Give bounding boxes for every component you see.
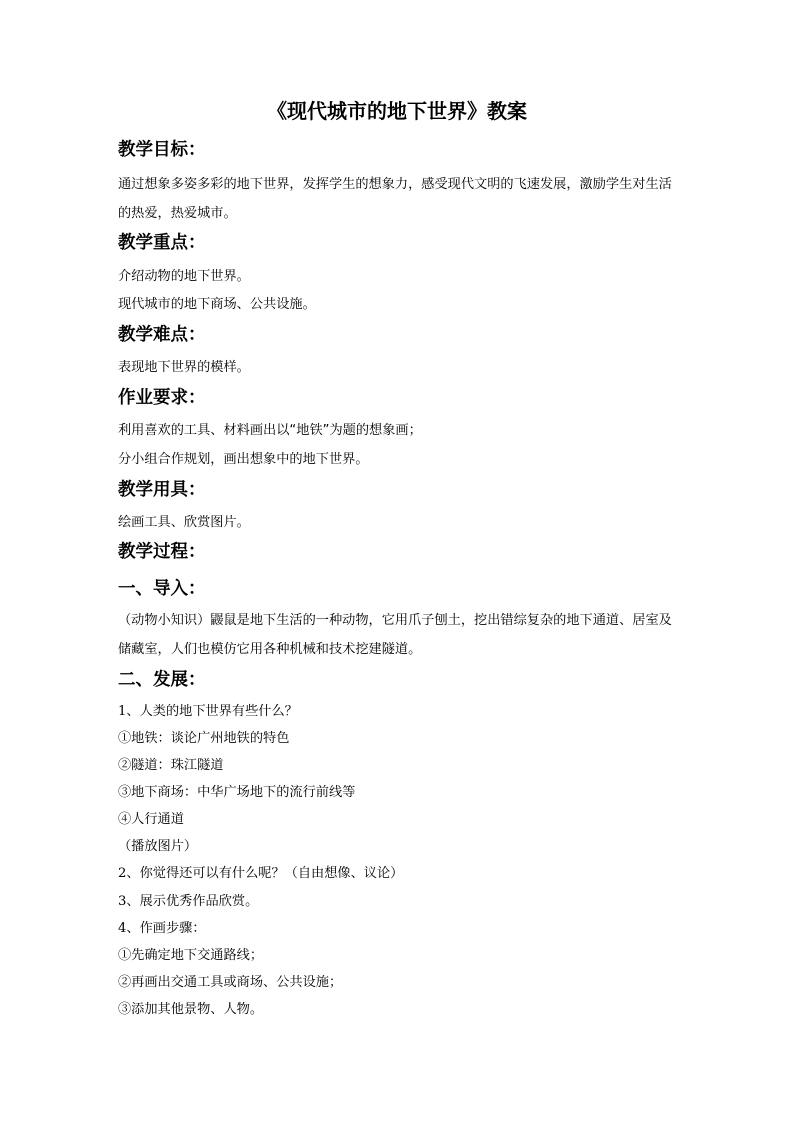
- goal-heading: 教学目标：: [118, 140, 206, 160]
- difficulty-heading: 教学难点：: [118, 325, 206, 345]
- develop-item: 2、你觉得还可以有什么呢？（自由想像、议论）: [118, 866, 404, 881]
- homework-heading: 作业要求：: [118, 388, 206, 408]
- goal-text: 通过想象多姿多彩的地下世界，发挥学生的想象力，感受现代文明的飞速发展，激励学生对生活的热爱，热爱城市。: [118, 177, 672, 221]
- develop-heading: 二、发展：: [118, 670, 206, 690]
- document-title: 《现代城市的地下世界》教案: [267, 99, 527, 123]
- develop-item: ③添加其他景物、人物。: [118, 1002, 264, 1017]
- homework-item: 分小组合作规划，画出想象中的地下世界。: [118, 452, 369, 467]
- develop-item: 3、展示优秀作品欣赏。: [118, 894, 259, 909]
- focus-heading: 教学重点：: [118, 233, 206, 253]
- develop-item: （播放图片）: [118, 839, 198, 854]
- homework-item: 利用喜欢的工具、材料画出以“地铁”为题的想象画；: [118, 423, 422, 438]
- develop-item: ②隧道：珠江隧道: [118, 758, 224, 773]
- difficulty-item: 表现地下世界的模样。: [118, 360, 250, 375]
- develop-item: 4、作画步骤：: [118, 921, 206, 936]
- develop-item: ①先确定地下交通路线；: [118, 948, 264, 963]
- intro-heading: 一、导入：: [118, 579, 206, 599]
- focus-item: 介绍动物的地下世界。: [118, 269, 250, 284]
- intro-text: （动物小知识）鼹鼠是地下生活的一种动物，它用爪子刨土，挖出错综复杂的地下通道、居室及储藏室，人们也模仿它用各种机械和技术挖建隧道。: [118, 613, 672, 657]
- tools-item: 绘画工具、欣赏图片。: [118, 515, 250, 530]
- process-heading: 教学过程：: [118, 542, 206, 562]
- focus-item: 现代城市的地下商场、公共设施。: [118, 297, 316, 312]
- develop-item: ④人行通道: [118, 812, 184, 827]
- develop-item: 1、人类的地下世界有些什么？: [118, 704, 298, 719]
- tools-heading: 教学用具：: [118, 480, 206, 500]
- develop-item: ②再画出交通工具或商场、公共设施；: [118, 975, 343, 990]
- develop-item: ③地下商场：中华广场地下的流行前线等: [118, 785, 356, 800]
- develop-item: ①地铁：谈论广州地铁的特色: [118, 731, 290, 746]
